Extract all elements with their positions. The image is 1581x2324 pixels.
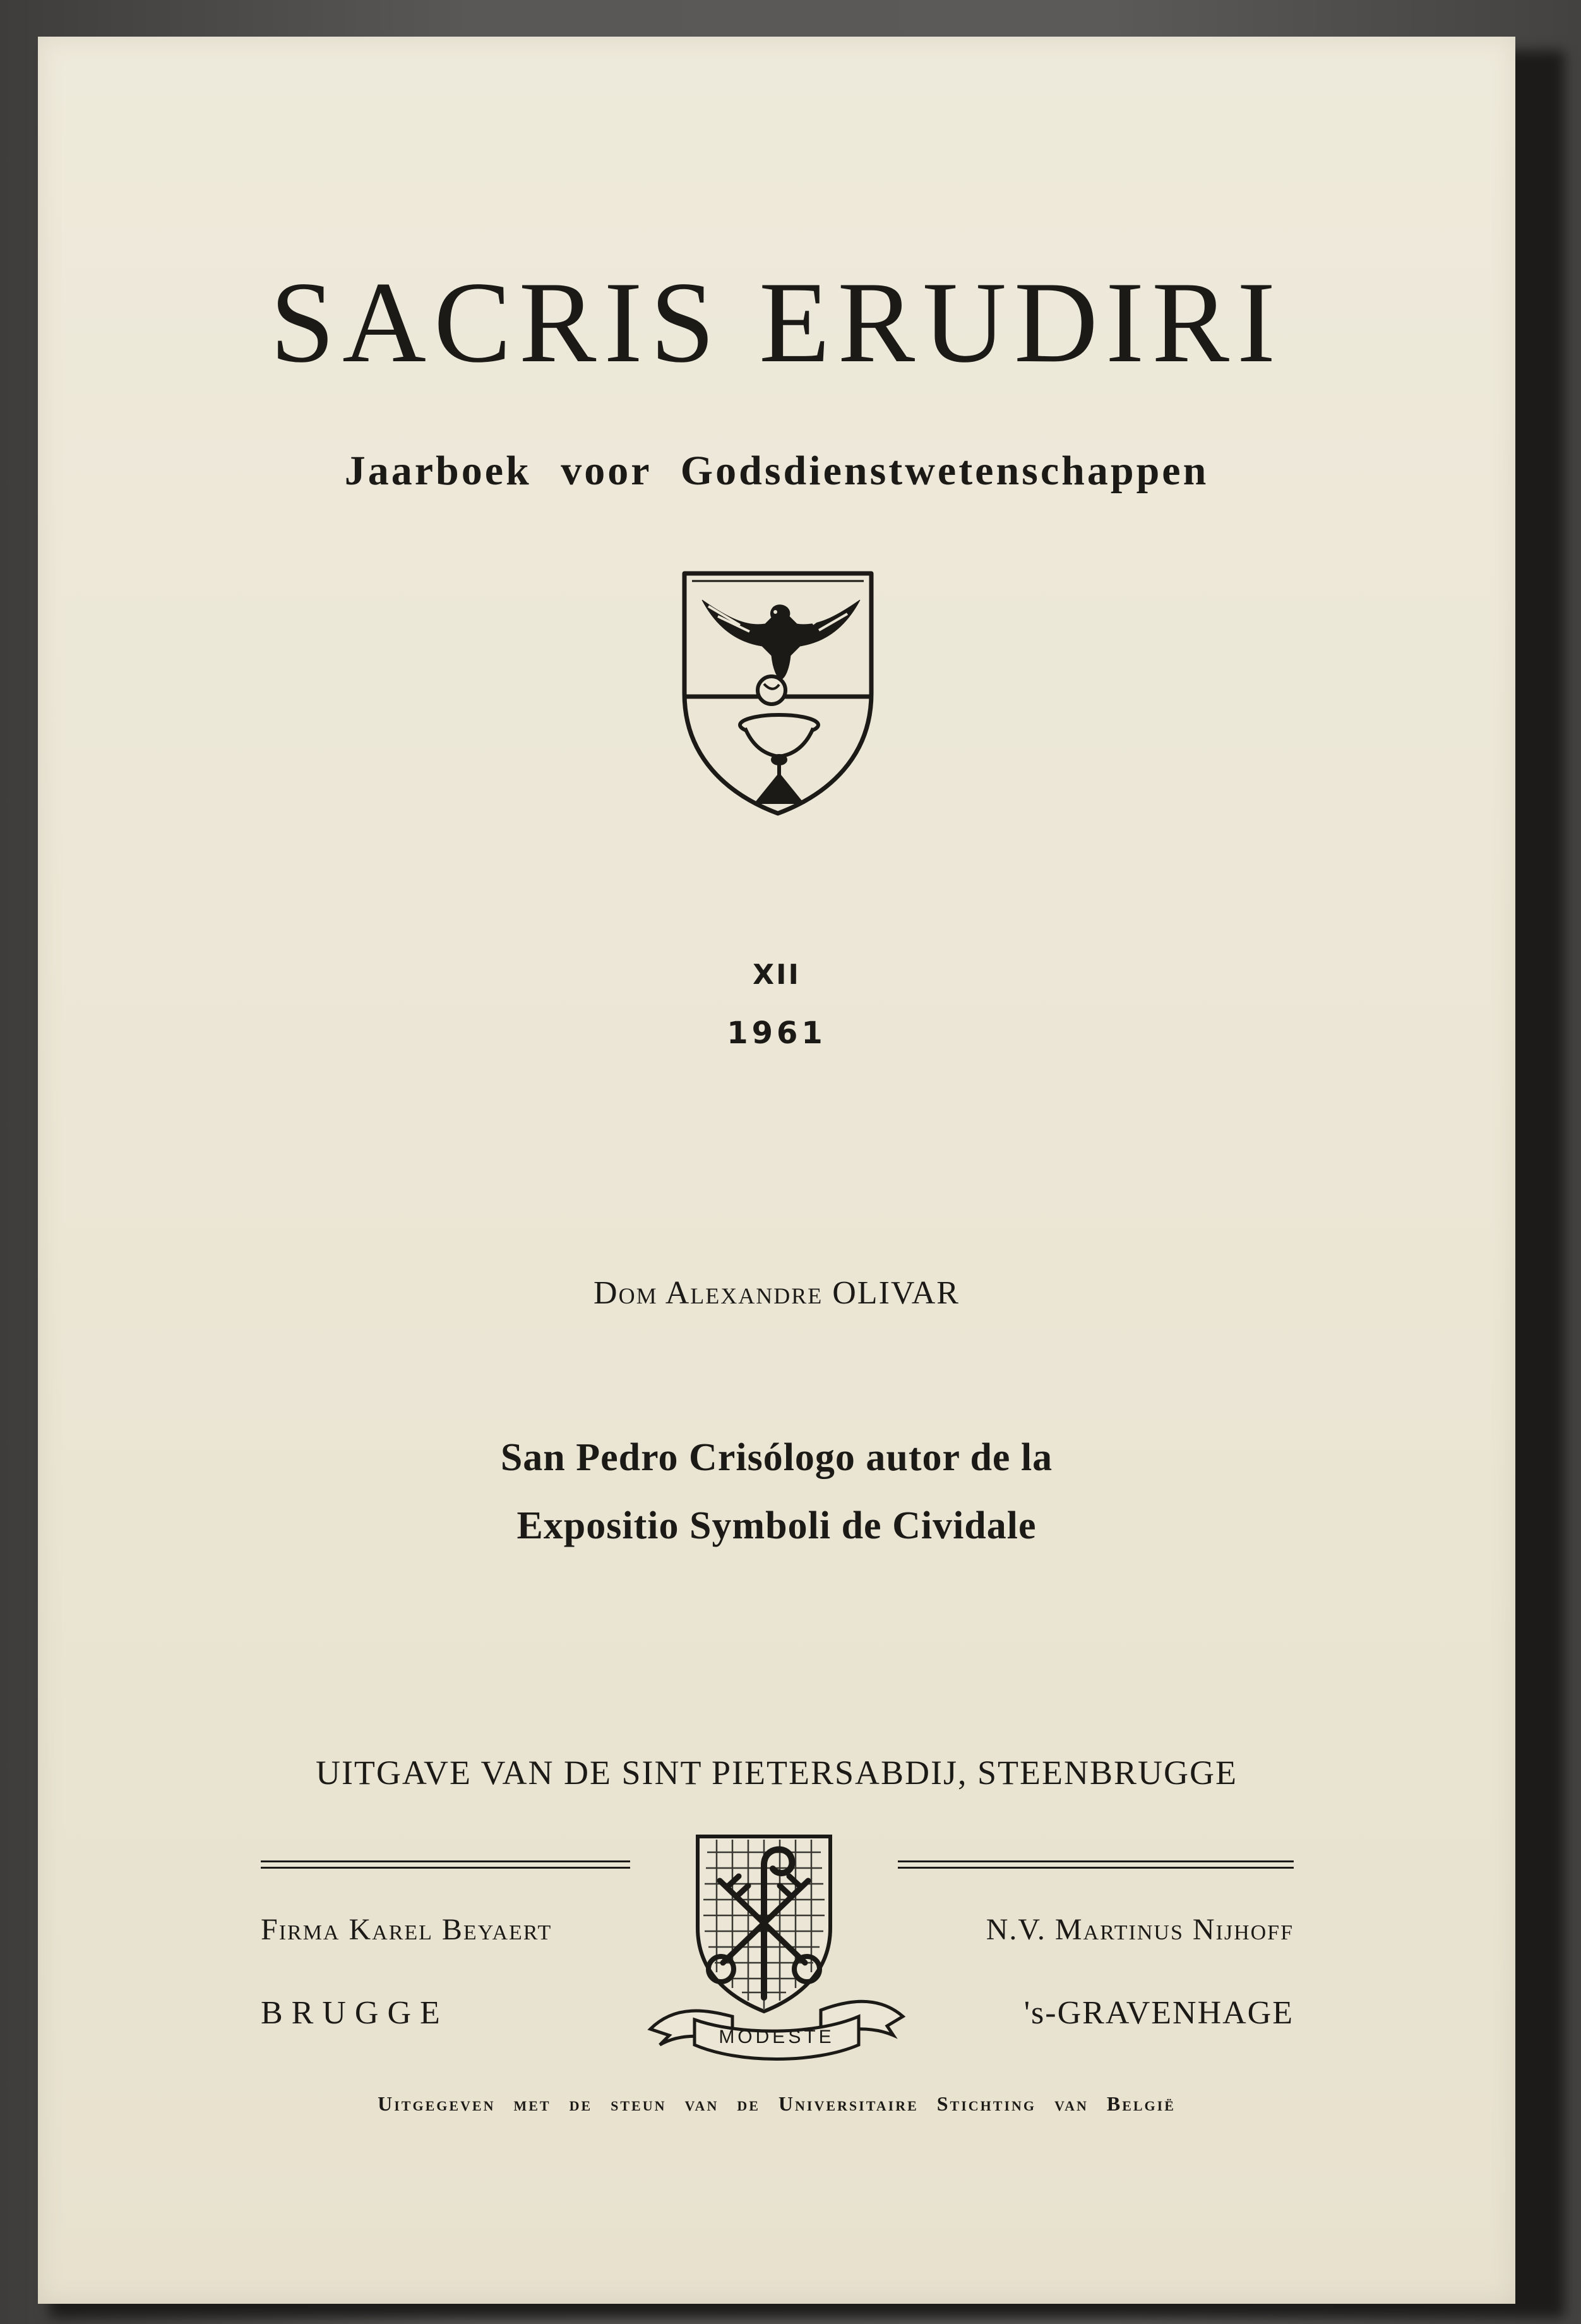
publisher-line: UITGAVE VAN DE SINT PIETERSABDIJ, STEENBRUGGE (315, 1754, 1238, 1792)
rule-left (261, 1860, 630, 1869)
crossed-keys-crozier-shield-icon (638, 1827, 916, 2073)
work-title (38, 1423, 1515, 1560)
seal-motto: MODESTE (719, 2027, 835, 2047)
dove-chalice-shield-icon (677, 567, 879, 820)
journal-title: SACRIS ERUDIRI (270, 258, 1284, 386)
author-surname: OLIVAR (832, 1275, 960, 1311)
imprint-left-city: BRUGGE (261, 1995, 449, 2031)
work-title-line2: Expositio Symboli de Cividale (516, 1504, 1037, 1547)
volume-number: XII (753, 959, 801, 991)
imprint-right-name: N.V. Martinus Nijhoff (986, 1913, 1294, 1946)
journal-subtitle: Jaarboek voor Godsdienstwetenschappen (344, 448, 1209, 494)
imprint-right-city: 's-GRAVENHAGE (1023, 1995, 1294, 2031)
author-prefix: Dom Alexandre (594, 1275, 823, 1311)
rule-right (898, 1860, 1294, 1869)
book-cover (38, 37, 1515, 2304)
publication-year: 1961 (727, 1015, 826, 1051)
footer-note: Uitgegeven met de steun van de Universitaire Stichting van België (378, 2092, 1176, 2115)
author-line (38, 1274, 1515, 1312)
imprint-left-name: Firma Karel Beyaert (261, 1913, 552, 1946)
work-title-line1: San Pedro Crisólogo autor de la (500, 1436, 1053, 1479)
